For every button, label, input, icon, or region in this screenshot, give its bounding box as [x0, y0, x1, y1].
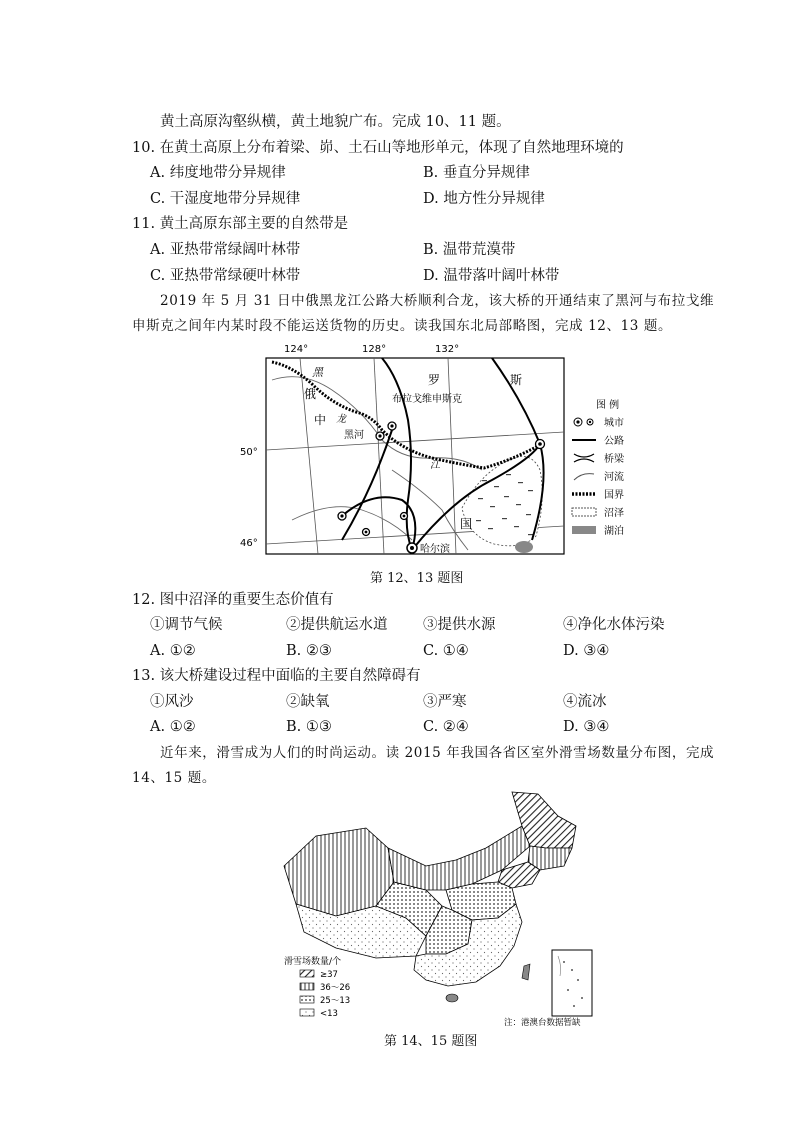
- q12-option-c: C. ①④: [423, 643, 469, 659]
- label-harbin: 哈尔滨: [420, 544, 450, 555]
- northeast-china-map: [232, 340, 668, 570]
- q13-statement-3: ③严寒: [423, 694, 467, 710]
- q12-statement-1: ①调节气候: [150, 617, 223, 633]
- lon-label-132: 132°: [435, 344, 460, 355]
- map1-caption: 第 12、13 题图: [370, 571, 464, 586]
- q12-option-a: A. ①②: [150, 643, 196, 659]
- question-13-stem: 13. 该大桥建设过程中面临的主要自然障碍有: [132, 668, 421, 684]
- map2-legend: [284, 955, 350, 1019]
- south-sea-inset: [552, 950, 592, 1016]
- legend-title: 图 例: [596, 400, 620, 411]
- legend-city: 城市: [604, 418, 624, 429]
- legend-bridge: 桥梁: [604, 454, 624, 465]
- legend2-ge37: ≥37: [320, 970, 338, 980]
- q10-option-d: D. 地方性分异规律: [423, 191, 545, 207]
- q12-statement-2: ②提供航运水道: [286, 617, 388, 633]
- label-long: 龙: [336, 414, 346, 425]
- legend2-lt13: <13: [320, 1009, 338, 1019]
- q13-option-d: D. ③④: [563, 719, 610, 735]
- region-hainan: [446, 994, 458, 1002]
- q10-option-a: A. 纬度地带分异规律: [150, 165, 286, 181]
- question-11-stem: 11. 黄土高原东部主要的自然带是: [132, 216, 349, 232]
- q11-option-a: A. 亚热带常绿阔叶林带: [150, 242, 301, 258]
- q11-option-d: D. 温带落叶阔叶林带: [423, 268, 560, 284]
- label-jiang: 江: [430, 460, 440, 471]
- q10-option-c: C. 干湿度地带分异规律: [150, 191, 301, 207]
- legend-river: 河流: [604, 472, 624, 483]
- label-luo: 罗: [428, 373, 441, 387]
- question-10-stem: 10. 在黄土高原上分布着梁、峁、土石山等地形单元，体现了自然地理环境的: [132, 140, 624, 156]
- label-si: 斯: [510, 373, 523, 387]
- region-taiwan: [522, 964, 530, 980]
- label-zhong: 中: [314, 413, 327, 427]
- intro-bridge-line-1: 2019 年 5 月 31 日中俄黑龙江公路大桥顺利合龙，该大桥的开通结束了黑河与布拉戈维: [160, 293, 715, 309]
- lat-label-46: 46°: [240, 538, 258, 549]
- intro-ski-line-2: 14、15 题。: [132, 770, 216, 786]
- region-xinjiang: [284, 828, 394, 916]
- label-blagoveshchensk: 布拉戈维申斯克: [392, 394, 462, 405]
- legend-lake: 湖泊: [604, 526, 624, 537]
- intro-ski-line-1: 近年来，滑雪成为人们的时尚运动。读 2015 年我国各省区室外滑雪场数量分布图，完成: [160, 745, 715, 761]
- q11-option-b: B. 温带荒漠带: [423, 242, 516, 258]
- lon-label-124: 124°: [284, 344, 309, 355]
- q12-statement-3: ③提供水源: [423, 617, 496, 633]
- intro-bridge-line-2: 申斯克之间年内某时段不能运送货物的历史。读我国东北局部略图，完成 12、13 题。: [132, 318, 673, 334]
- legend2-25-13: 25～13: [320, 996, 351, 1006]
- lon-label-128: 128°: [362, 344, 387, 355]
- q11-option-c: C. 亚热带常绿硬叶林带: [150, 268, 301, 284]
- q12-option-d: D. ③④: [563, 643, 610, 659]
- legend2-title: 滑雪场数量/个: [284, 957, 342, 967]
- q13-statement-1: ①风沙: [150, 694, 194, 710]
- q13-option-c: C. ②④: [423, 719, 469, 735]
- legend-border: 国界: [604, 490, 624, 501]
- label-e: 俄: [304, 387, 317, 401]
- legend2-36-26: 36～26: [320, 983, 351, 993]
- label-heihe: 黑河: [344, 430, 364, 441]
- q12-option-b: B. ②③: [286, 643, 332, 659]
- q13-statement-2: ②缺氧: [286, 694, 330, 710]
- map2-note: 注：港澳台数据暂缺: [504, 1018, 581, 1028]
- intro-loess: 黄土高原沟壑纵横，黄土地貌广布。完成 10、11 题。: [160, 114, 511, 130]
- label-hei: 黑: [312, 366, 323, 379]
- question-12-stem: 12. 图中沼泽的重要生态价值有: [132, 592, 334, 608]
- china-ski-resort-map: [276, 786, 602, 1034]
- q13-option-a: A. ①②: [150, 719, 196, 735]
- q12-statement-4: ④净化水体污染: [563, 617, 665, 633]
- lat-label-50: 50°: [240, 447, 258, 458]
- map1-legend: [572, 398, 625, 537]
- q13-option-b: B. ①③: [286, 719, 332, 735]
- lake: [515, 541, 533, 553]
- legend-swamp: 沼泽: [604, 508, 624, 519]
- map2-caption: 第 14、15 题图: [384, 1034, 478, 1049]
- label-guo: 国: [460, 517, 473, 531]
- q13-statement-4: ④流冰: [563, 694, 607, 710]
- q10-option-b: B. 垂直分异规律: [423, 165, 530, 181]
- legend-road: 公路: [604, 436, 624, 447]
